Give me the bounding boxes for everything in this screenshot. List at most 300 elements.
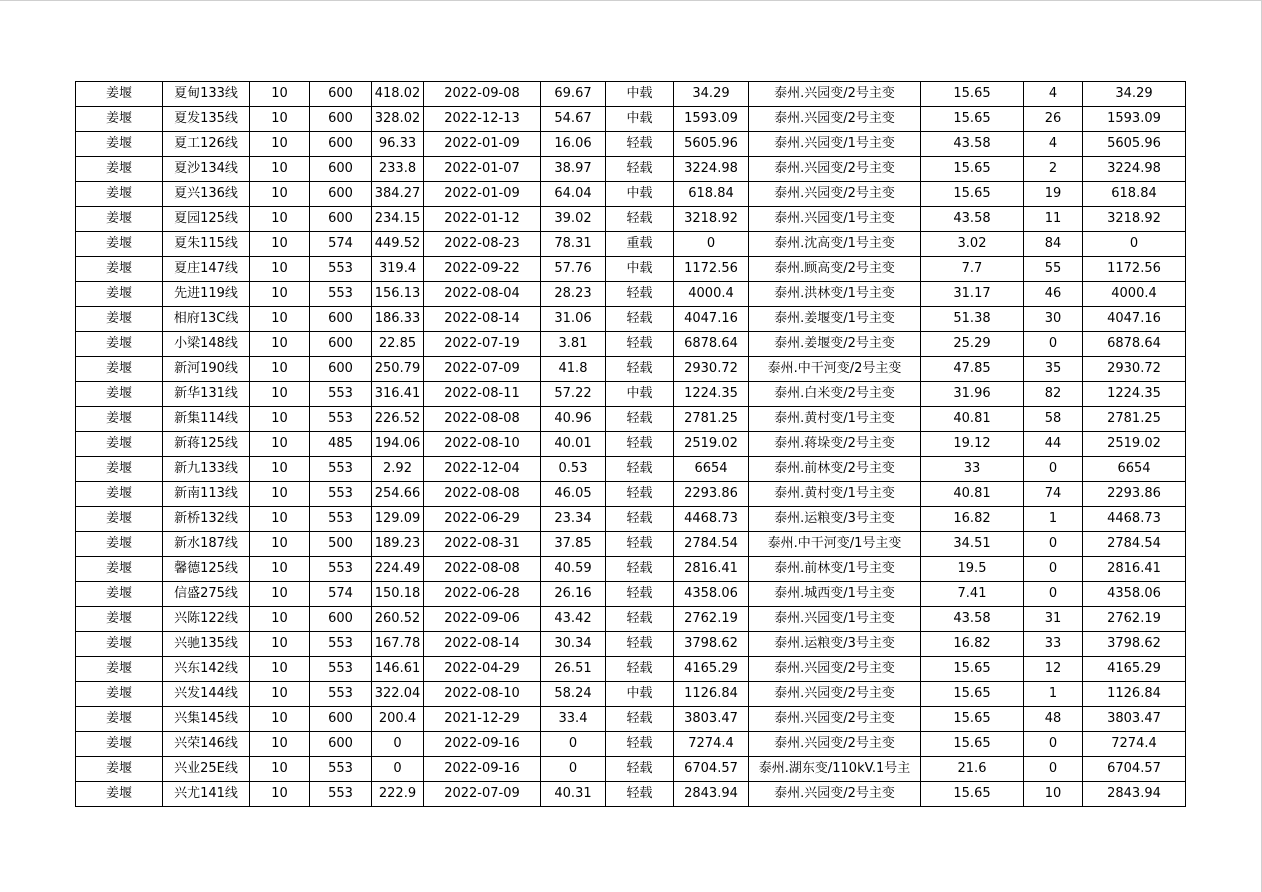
capacity-cell: 553 (310, 757, 372, 782)
remaining-capacity-cell: 0 (1083, 232, 1186, 257)
max-current-cell: 260.52 (372, 607, 424, 632)
date-cell: 2022-08-10 (424, 682, 541, 707)
load-rate-cell: 23.34 (541, 507, 606, 532)
max-current-cell: 449.52 (372, 232, 424, 257)
load-level-cell: 轻载 (606, 707, 674, 732)
region-cell: 姜堰 (76, 732, 163, 757)
substation-load-cell: 43.58 (921, 132, 1024, 157)
capacity-cell: 600 (310, 357, 372, 382)
line-name-cell: 新河190线 (163, 357, 250, 382)
available-capacity-cell: 3224.98 (674, 157, 749, 182)
load-rate-cell: 3.81 (541, 332, 606, 357)
substation-load-cell: 34.51 (921, 532, 1024, 557)
remaining-capacity-cell: 34.29 (1083, 82, 1186, 107)
load-level-cell: 中载 (606, 257, 674, 282)
capacity-cell: 600 (310, 732, 372, 757)
remaining-capacity-cell: 1224.35 (1083, 382, 1186, 407)
date-cell: 2022-07-09 (424, 357, 541, 382)
table-row (76, 632, 1186, 657)
region-cell: 姜堰 (76, 782, 163, 807)
region-cell: 姜堰 (76, 157, 163, 182)
count-cell: 19 (1024, 182, 1083, 207)
date-cell: 2022-09-16 (424, 757, 541, 782)
remaining-capacity-cell: 2519.02 (1083, 432, 1186, 457)
max-current-cell: 189.23 (372, 532, 424, 557)
load-level-cell: 轻载 (606, 782, 674, 807)
load-level-cell: 轻载 (606, 632, 674, 657)
available-capacity-cell: 2293.86 (674, 482, 749, 507)
count-cell: 0 (1024, 732, 1083, 757)
substation-load-cell: 31.17 (921, 282, 1024, 307)
capacity-cell: 600 (310, 82, 372, 107)
max-current-cell: 150.18 (372, 582, 424, 607)
date-cell: 2022-07-19 (424, 332, 541, 357)
line-name-cell: 兴集145线 (163, 707, 250, 732)
region-cell: 姜堰 (76, 757, 163, 782)
load-level-cell: 轻载 (606, 132, 674, 157)
load-rate-cell: 33.4 (541, 707, 606, 732)
table-row (76, 682, 1186, 707)
load-rate-cell: 41.8 (541, 357, 606, 382)
line-name-cell: 兴陈122线 (163, 607, 250, 632)
load-rate-cell: 38.97 (541, 157, 606, 182)
substation-load-cell: 15.65 (921, 707, 1024, 732)
capacity-cell: 500 (310, 532, 372, 557)
table-row (76, 132, 1186, 157)
region-cell: 姜堰 (76, 557, 163, 582)
date-cell: 2022-08-04 (424, 282, 541, 307)
date-cell: 2022-01-09 (424, 182, 541, 207)
load-rate-cell: 39.02 (541, 207, 606, 232)
date-cell: 2022-01-12 (424, 207, 541, 232)
date-cell: 2022-06-29 (424, 507, 541, 532)
line-name-cell: 兴驰135线 (163, 632, 250, 657)
region-cell: 姜堰 (76, 257, 163, 282)
line-name-cell: 相府13C线 (163, 307, 250, 332)
substation-cell: 泰州.顾高变/2号主变 (749, 257, 921, 282)
max-current-cell: 222.9 (372, 782, 424, 807)
count-cell: 33 (1024, 632, 1083, 657)
load-level-cell: 重载 (606, 232, 674, 257)
substation-load-cell: 47.85 (921, 357, 1024, 382)
region-cell: 姜堰 (76, 407, 163, 432)
table-row (76, 532, 1186, 557)
date-cell: 2022-09-08 (424, 82, 541, 107)
date-cell: 2022-08-08 (424, 407, 541, 432)
available-capacity-cell: 2930.72 (674, 357, 749, 382)
region-cell: 姜堰 (76, 682, 163, 707)
line-name-cell: 夏工126线 (163, 132, 250, 157)
substation-cell: 泰州.前林变/2号主变 (749, 457, 921, 482)
voltage-cell: 10 (250, 257, 310, 282)
load-level-cell: 轻载 (606, 657, 674, 682)
available-capacity-cell: 6878.64 (674, 332, 749, 357)
remaining-capacity-cell: 1172.56 (1083, 257, 1186, 282)
table-row (76, 382, 1186, 407)
substation-load-cell: 43.58 (921, 607, 1024, 632)
count-cell: 11 (1024, 207, 1083, 232)
voltage-cell: 10 (250, 557, 310, 582)
count-cell: 55 (1024, 257, 1083, 282)
capacity-cell: 600 (310, 607, 372, 632)
remaining-capacity-cell: 618.84 (1083, 182, 1186, 207)
available-capacity-cell: 1593.09 (674, 107, 749, 132)
max-current-cell: 328.02 (372, 107, 424, 132)
substation-cell: 泰州.兴园变/2号主变 (749, 157, 921, 182)
voltage-cell: 10 (250, 107, 310, 132)
substation-cell: 泰州.姜堰变/2号主变 (749, 332, 921, 357)
load-rate-cell: 0.53 (541, 457, 606, 482)
max-current-cell: 194.06 (372, 432, 424, 457)
count-cell: 58 (1024, 407, 1083, 432)
remaining-capacity-cell: 2293.86 (1083, 482, 1186, 507)
max-current-cell: 156.13 (372, 282, 424, 307)
load-level-cell: 轻载 (606, 532, 674, 557)
date-cell: 2022-12-04 (424, 457, 541, 482)
capacity-cell: 553 (310, 507, 372, 532)
capacity-cell: 600 (310, 182, 372, 207)
max-current-cell: 186.33 (372, 307, 424, 332)
substation-cell: 泰州.洪林变/1号主变 (749, 282, 921, 307)
count-cell: 12 (1024, 657, 1083, 682)
available-capacity-cell: 1172.56 (674, 257, 749, 282)
available-capacity-cell: 4047.16 (674, 307, 749, 332)
region-cell: 姜堰 (76, 532, 163, 557)
load-rate-cell: 26.51 (541, 657, 606, 682)
table-row (76, 407, 1186, 432)
remaining-capacity-cell: 7274.4 (1083, 732, 1186, 757)
region-cell: 姜堰 (76, 182, 163, 207)
capacity-cell: 574 (310, 582, 372, 607)
table-row (76, 707, 1186, 732)
voltage-cell: 10 (250, 632, 310, 657)
max-current-cell: 146.61 (372, 657, 424, 682)
available-capacity-cell: 6704.57 (674, 757, 749, 782)
region-cell: 姜堰 (76, 632, 163, 657)
load-level-cell: 轻载 (606, 282, 674, 307)
substation-cell: 泰州.兴园变/2号主变 (749, 682, 921, 707)
substation-cell: 泰州.中干河变/2号主变 (749, 357, 921, 382)
available-capacity-cell: 4358.06 (674, 582, 749, 607)
table-row (76, 457, 1186, 482)
line-name-cell: 信盛275线 (163, 582, 250, 607)
region-cell: 姜堰 (76, 607, 163, 632)
table-row (76, 557, 1186, 582)
count-cell: 30 (1024, 307, 1083, 332)
voltage-cell: 10 (250, 757, 310, 782)
line-name-cell: 新南113线 (163, 482, 250, 507)
region-cell: 姜堰 (76, 657, 163, 682)
line-name-cell: 新九133线 (163, 457, 250, 482)
substation-cell: 泰州.兴园变/2号主变 (749, 782, 921, 807)
substation-load-cell: 51.38 (921, 307, 1024, 332)
voltage-cell: 10 (250, 582, 310, 607)
substation-load-cell: 15.65 (921, 182, 1024, 207)
max-current-cell: 316.41 (372, 382, 424, 407)
voltage-cell: 10 (250, 607, 310, 632)
region-cell: 姜堰 (76, 107, 163, 132)
load-rate-cell: 0 (541, 732, 606, 757)
load-rate-cell: 54.67 (541, 107, 606, 132)
substation-cell: 泰州.兴园变/2号主变 (749, 732, 921, 757)
remaining-capacity-cell: 3803.47 (1083, 707, 1186, 732)
date-cell: 2022-08-14 (424, 307, 541, 332)
remaining-capacity-cell: 3224.98 (1083, 157, 1186, 182)
line-name-cell: 先进119线 (163, 282, 250, 307)
capacity-cell: 553 (310, 632, 372, 657)
voltage-cell: 10 (250, 482, 310, 507)
voltage-cell: 10 (250, 682, 310, 707)
line-name-cell: 夏兴136线 (163, 182, 250, 207)
max-current-cell: 0 (372, 732, 424, 757)
remaining-capacity-cell: 2762.19 (1083, 607, 1186, 632)
region-cell: 姜堰 (76, 207, 163, 232)
count-cell: 82 (1024, 382, 1083, 407)
substation-cell: 泰州.兴园变/1号主变 (749, 207, 921, 232)
count-cell: 1 (1024, 682, 1083, 707)
date-cell: 2022-08-14 (424, 632, 541, 657)
capacity-cell: 485 (310, 432, 372, 457)
line-name-cell: 新水187线 (163, 532, 250, 557)
remaining-capacity-cell: 3798.62 (1083, 632, 1186, 657)
voltage-cell: 10 (250, 782, 310, 807)
voltage-cell: 10 (250, 282, 310, 307)
capacity-cell: 553 (310, 782, 372, 807)
capacity-cell: 553 (310, 382, 372, 407)
load-rate-cell: 57.76 (541, 257, 606, 282)
count-cell: 31 (1024, 607, 1083, 632)
load-level-cell: 轻载 (606, 357, 674, 382)
date-cell: 2021-12-29 (424, 707, 541, 732)
load-level-cell: 轻载 (606, 407, 674, 432)
substation-cell: 泰州.兴园变/2号主变 (749, 707, 921, 732)
remaining-capacity-cell: 2784.54 (1083, 532, 1186, 557)
table-row (76, 182, 1186, 207)
substation-cell: 泰州.兴园变/1号主变 (749, 132, 921, 157)
region-cell: 姜堰 (76, 457, 163, 482)
table-row (76, 207, 1186, 232)
max-current-cell: 233.8 (372, 157, 424, 182)
load-rate-cell: 46.05 (541, 482, 606, 507)
max-current-cell: 129.09 (372, 507, 424, 532)
count-cell: 10 (1024, 782, 1083, 807)
voltage-cell: 10 (250, 732, 310, 757)
capacity-cell: 553 (310, 482, 372, 507)
max-current-cell: 322.04 (372, 682, 424, 707)
date-cell: 2022-01-09 (424, 132, 541, 157)
substation-load-cell: 15.65 (921, 732, 1024, 757)
load-level-cell: 轻载 (606, 582, 674, 607)
max-current-cell: 254.66 (372, 482, 424, 507)
available-capacity-cell: 3803.47 (674, 707, 749, 732)
available-capacity-cell: 1224.35 (674, 382, 749, 407)
capacity-cell: 600 (310, 107, 372, 132)
table-row (76, 507, 1186, 532)
available-capacity-cell: 5605.96 (674, 132, 749, 157)
remaining-capacity-cell: 2781.25 (1083, 407, 1186, 432)
table-row (76, 782, 1186, 807)
line-name-cell: 兴东142线 (163, 657, 250, 682)
available-capacity-cell: 2843.94 (674, 782, 749, 807)
substation-cell: 泰州.兴园变/1号主变 (749, 607, 921, 632)
count-cell: 84 (1024, 232, 1083, 257)
substation-load-cell: 7.7 (921, 257, 1024, 282)
table-row (76, 232, 1186, 257)
available-capacity-cell: 4165.29 (674, 657, 749, 682)
remaining-capacity-cell: 4165.29 (1083, 657, 1186, 682)
line-name-cell: 新桥132线 (163, 507, 250, 532)
voltage-cell: 10 (250, 457, 310, 482)
load-rate-cell: 40.96 (541, 407, 606, 432)
voltage-cell: 10 (250, 707, 310, 732)
substation-load-cell: 21.6 (921, 757, 1024, 782)
capacity-cell: 553 (310, 282, 372, 307)
load-level-cell: 轻载 (606, 507, 674, 532)
region-cell: 姜堰 (76, 282, 163, 307)
substation-load-cell: 15.65 (921, 657, 1024, 682)
max-current-cell: 96.33 (372, 132, 424, 157)
load-level-cell: 轻载 (606, 482, 674, 507)
count-cell: 44 (1024, 432, 1083, 457)
capacity-cell: 553 (310, 457, 372, 482)
date-cell: 2022-08-11 (424, 382, 541, 407)
region-cell: 姜堰 (76, 507, 163, 532)
load-level-cell: 中载 (606, 182, 674, 207)
substation-load-cell: 40.81 (921, 407, 1024, 432)
substation-load-cell: 3.02 (921, 232, 1024, 257)
voltage-cell: 10 (250, 207, 310, 232)
date-cell: 2022-09-22 (424, 257, 541, 282)
voltage-cell: 10 (250, 507, 310, 532)
substation-load-cell: 19.5 (921, 557, 1024, 582)
date-cell: 2022-08-31 (424, 532, 541, 557)
substation-cell: 泰州.中干河变/1号主变 (749, 532, 921, 557)
load-level-cell: 轻载 (606, 732, 674, 757)
region-cell: 姜堰 (76, 307, 163, 332)
available-capacity-cell: 4468.73 (674, 507, 749, 532)
date-cell: 2022-09-16 (424, 732, 541, 757)
substation-cell: 泰州.运粮变/3号主变 (749, 507, 921, 532)
max-current-cell: 22.85 (372, 332, 424, 357)
region-cell: 姜堰 (76, 582, 163, 607)
load-rate-cell: 40.31 (541, 782, 606, 807)
table-row (76, 357, 1186, 382)
remaining-capacity-cell: 2930.72 (1083, 357, 1186, 382)
max-current-cell: 384.27 (372, 182, 424, 207)
region-cell: 姜堰 (76, 707, 163, 732)
table-row (76, 482, 1186, 507)
capacity-cell: 553 (310, 407, 372, 432)
substation-load-cell: 15.65 (921, 782, 1024, 807)
max-current-cell: 200.4 (372, 707, 424, 732)
line-name-cell: 馨德125线 (163, 557, 250, 582)
load-level-cell: 中载 (606, 107, 674, 132)
load-rate-cell: 30.34 (541, 632, 606, 657)
remaining-capacity-cell: 1126.84 (1083, 682, 1186, 707)
substation-load-cell: 31.96 (921, 382, 1024, 407)
max-current-cell: 167.78 (372, 632, 424, 657)
substation-cell: 泰州.黄村变/1号主变 (749, 482, 921, 507)
substation-load-cell: 16.82 (921, 507, 1024, 532)
available-capacity-cell: 6654 (674, 457, 749, 482)
voltage-cell: 10 (250, 357, 310, 382)
count-cell: 1 (1024, 507, 1083, 532)
load-level-cell: 轻载 (606, 457, 674, 482)
date-cell: 2022-07-09 (424, 782, 541, 807)
remaining-capacity-cell: 4000.4 (1083, 282, 1186, 307)
remaining-capacity-cell: 4358.06 (1083, 582, 1186, 607)
load-level-cell: 轻载 (606, 307, 674, 332)
available-capacity-cell: 2519.02 (674, 432, 749, 457)
max-current-cell: 234.15 (372, 207, 424, 232)
line-name-cell: 新集114线 (163, 407, 250, 432)
available-capacity-cell: 3798.62 (674, 632, 749, 657)
region-cell: 姜堰 (76, 357, 163, 382)
count-cell: 2 (1024, 157, 1083, 182)
voltage-cell: 10 (250, 132, 310, 157)
count-cell: 4 (1024, 132, 1083, 157)
load-level-cell: 轻载 (606, 607, 674, 632)
region-cell: 姜堰 (76, 132, 163, 157)
load-rate-cell: 0 (541, 757, 606, 782)
load-rate-cell: 78.31 (541, 232, 606, 257)
substation-cell: 泰州.沈高变/1号主变 (749, 232, 921, 257)
table-row (76, 757, 1186, 782)
table-row (76, 307, 1186, 332)
count-cell: 0 (1024, 757, 1083, 782)
line-name-cell: 小梁148线 (163, 332, 250, 357)
count-cell: 0 (1024, 582, 1083, 607)
remaining-capacity-cell: 6878.64 (1083, 332, 1186, 357)
load-rate-cell: 37.85 (541, 532, 606, 557)
capacity-cell: 553 (310, 657, 372, 682)
date-cell: 2022-01-07 (424, 157, 541, 182)
substation-cell: 泰州.城西变/1号主变 (749, 582, 921, 607)
date-cell: 2022-04-29 (424, 657, 541, 682)
count-cell: 74 (1024, 482, 1083, 507)
capacity-cell: 553 (310, 682, 372, 707)
load-level-cell: 轻载 (606, 332, 674, 357)
max-current-cell: 250.79 (372, 357, 424, 382)
table-row (76, 107, 1186, 132)
voltage-cell: 10 (250, 332, 310, 357)
available-capacity-cell: 2781.25 (674, 407, 749, 432)
substation-cell: 泰州.姜堰变/1号主变 (749, 307, 921, 332)
count-cell: 26 (1024, 107, 1083, 132)
table-row (76, 257, 1186, 282)
region-cell: 姜堰 (76, 232, 163, 257)
load-rate-cell: 58.24 (541, 682, 606, 707)
substation-cell: 泰州.兴园变/2号主变 (749, 182, 921, 207)
substation-load-cell: 33 (921, 457, 1024, 482)
count-cell: 0 (1024, 532, 1083, 557)
line-name-cell: 新华131线 (163, 382, 250, 407)
substation-cell: 泰州.运粮变/3号主变 (749, 632, 921, 657)
count-cell: 46 (1024, 282, 1083, 307)
substation-load-cell: 19.12 (921, 432, 1024, 457)
table-row (76, 732, 1186, 757)
substation-load-cell: 15.65 (921, 82, 1024, 107)
date-cell: 2022-08-23 (424, 232, 541, 257)
max-current-cell: 224.49 (372, 557, 424, 582)
voltage-cell: 10 (250, 82, 310, 107)
max-current-cell: 226.52 (372, 407, 424, 432)
load-level-cell: 轻载 (606, 432, 674, 457)
voltage-cell: 10 (250, 157, 310, 182)
date-cell: 2022-12-13 (424, 107, 541, 132)
line-name-cell: 夏沙134线 (163, 157, 250, 182)
table-row (76, 282, 1186, 307)
